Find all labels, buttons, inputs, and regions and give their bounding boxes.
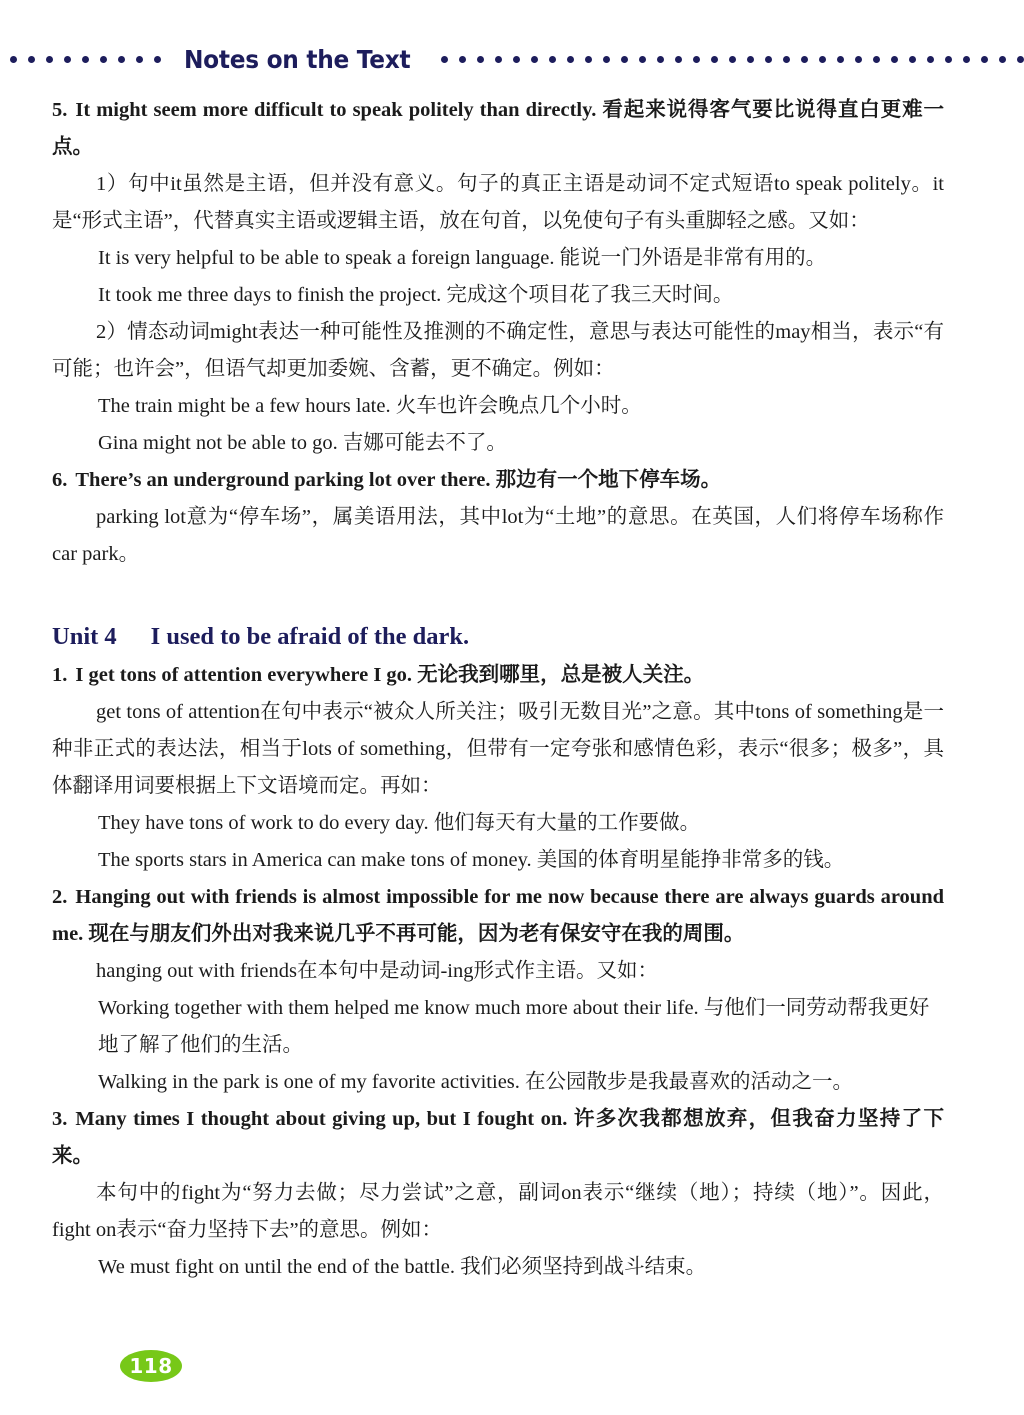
header-dot (963, 56, 970, 63)
header-dot (855, 56, 862, 63)
page-number-badge: 118 (120, 1350, 182, 1382)
note-item-5-example-1: It is very helpful to be able to speak a foreign language. 能说一门外语是非常有用的。 (98, 247, 827, 269)
header-dot (495, 56, 502, 63)
header-dot (82, 56, 89, 63)
header-dot (945, 56, 952, 63)
unit4-note-item-2-example-2: Walking in the park is one of my favorite activities. 在公园散步是我最喜欢的活动之一。 (98, 1071, 854, 1093)
header-dot (531, 56, 538, 63)
header-dot (1017, 56, 1024, 63)
unit4-note-item-2-sub: hanging out with friends在本句中是动词-ing形式作主语。又如： (96, 960, 659, 982)
header-dot (28, 56, 35, 63)
unit4-note-item-2 (52, 879, 944, 953)
unit4-note-item-1-example-1: They have tons of work to do every day. 他们每天有大量的工作要做。 (98, 812, 701, 834)
header-dot (783, 56, 790, 63)
header-dot (603, 56, 610, 63)
unit-heading (52, 617, 944, 657)
header-dot (639, 56, 646, 63)
running-header (0, 42, 1024, 76)
header-dot (801, 56, 808, 63)
unit4-note-item-3-sub: 本句中的fight为“努力去做；尽力尝试”之意，副词on表示“继续（地）；持续（地）”。因此，fight on表示“奋力坚持下去”的意思。例如： (52, 1182, 944, 1241)
header-dot (927, 56, 934, 63)
unit4-note-item-1-example-2: The sports stars in America can make tons of money. 美国的体育明星能挣非常多的钱。 (98, 849, 845, 871)
unit4-note-item-1 (52, 657, 944, 694)
page-content (52, 92, 944, 1286)
header-dot (10, 56, 17, 63)
unit4-note-item-2-number: 2. (52, 886, 68, 908)
note-item-6-number: 6. (52, 469, 68, 491)
header-dot (46, 56, 53, 63)
note-item-5-example-4: Gina might not be able to go. 吉娜可能去不了。 (98, 432, 507, 454)
header-dot (441, 56, 448, 63)
unit4-note-item-1-number: 1. (52, 664, 68, 686)
header-dot (981, 56, 988, 63)
note-item-5-example-3: The train might be a few hours late. 火车也许会晚点几个小时。 (98, 395, 642, 417)
note-item-5-sub-1: 1）句中it虽然是主语，但并没有意义。句子的真正主语是动词不定式短语to speak politely。it是“形式主语”，代替真实主语或逻辑主语，放在句首，以免使句子有头重脚轻之感。又如： (52, 173, 944, 232)
note-item-6-sub-1: parking lot意为“停车场”，属美语用法，其中lot为“土地”的意思。在英国，人们将停车场称作car park。 (52, 506, 944, 565)
header-dot (675, 56, 682, 63)
header-dot (118, 56, 125, 63)
header-dot (747, 56, 754, 63)
note-item-5-text: It might seem more difficult to speak politely than directly. 看起来说得客气要比说得直白更难一点。 (52, 99, 944, 158)
note-item-6 (52, 462, 944, 499)
header-dot (729, 56, 736, 63)
header-dot (513, 56, 520, 63)
unit4-note-item-2-text: Hanging out with friends is almost impossible for me now because there are always guards around me. 现在与朋友们外出对我来说几乎不再可能，因为老有保安守在我的周围。 (52, 886, 944, 945)
unit4-note-item-3 (52, 1101, 944, 1175)
header-dot (64, 56, 71, 63)
note-item-5-sub-2: 2）情态动词might表达一种可能性及推测的不确定性，意思与表达可能性的may相当，表示“有可能；也许会”，但语气却更加委婉、含蓄，更不确定。例如： (52, 321, 944, 380)
unit4-note-item-3-number: 3. (52, 1108, 68, 1130)
unit-number: Unit 4 (52, 623, 117, 650)
header-dot (657, 56, 664, 63)
unit4-note-item-1-sub: get tons of attention在句中表示“被众人所关注；吸引无数目光”之意。其中tons of something是一种非正式的表达法，相当于lots of something，但带有一定夸张和感情色彩，表示“很多；极多”，具体翻译用词要根据上下文语境而定。再如： (52, 701, 944, 797)
header-dot (585, 56, 592, 63)
header-dot (891, 56, 898, 63)
unit4-note-item-3-text: Many times I thought about giving up, but I fought on. 许多次我都想放弃，但我奋力坚持了下来。 (52, 1108, 944, 1167)
header-dot (711, 56, 718, 63)
note-item-6-text: There’s an underground parking lot over there. 那边有一个地下停车场。 (75, 469, 722, 491)
header-dot (873, 56, 880, 63)
header-dot (100, 56, 107, 63)
unit4-note-item-2-example-1: Working together with them helped me know much more about their life. 与他们一同劳动帮我更好地了解了他们的生活。 (98, 997, 930, 1056)
unit4-note-item-1-text: I get tons of attention everywhere I go. 无论我到哪里，总是被人关注。 (75, 664, 705, 686)
page-title: Notes on the Text (184, 44, 411, 74)
header-dot (549, 56, 556, 63)
section-spacer (52, 573, 944, 617)
header-dot (765, 56, 772, 63)
header-dot (909, 56, 916, 63)
note-item-5-example-2: It took me three days to finish the project. 完成这个项目花了我三天时间。 (98, 284, 734, 306)
header-dot (477, 56, 484, 63)
header-dot (837, 56, 844, 63)
header-dot (999, 56, 1006, 63)
note-item-5-number: 5. (52, 99, 68, 121)
unit4-note-item-3-example-1: We must fight on until the end of the battle. 我们必须坚持到战斗结束。 (98, 1256, 707, 1278)
note-item-5 (52, 92, 944, 166)
header-dot (459, 56, 466, 63)
header-dots-right (441, 42, 1024, 76)
header-dot (621, 56, 628, 63)
header-dot (154, 56, 161, 63)
header-dot (136, 56, 143, 63)
header-dot (567, 56, 574, 63)
header-dot (693, 56, 700, 63)
unit-title: I used to be afraid of the dark. (150, 623, 470, 650)
header-dots-left (10, 42, 170, 76)
header-dot (819, 56, 826, 63)
